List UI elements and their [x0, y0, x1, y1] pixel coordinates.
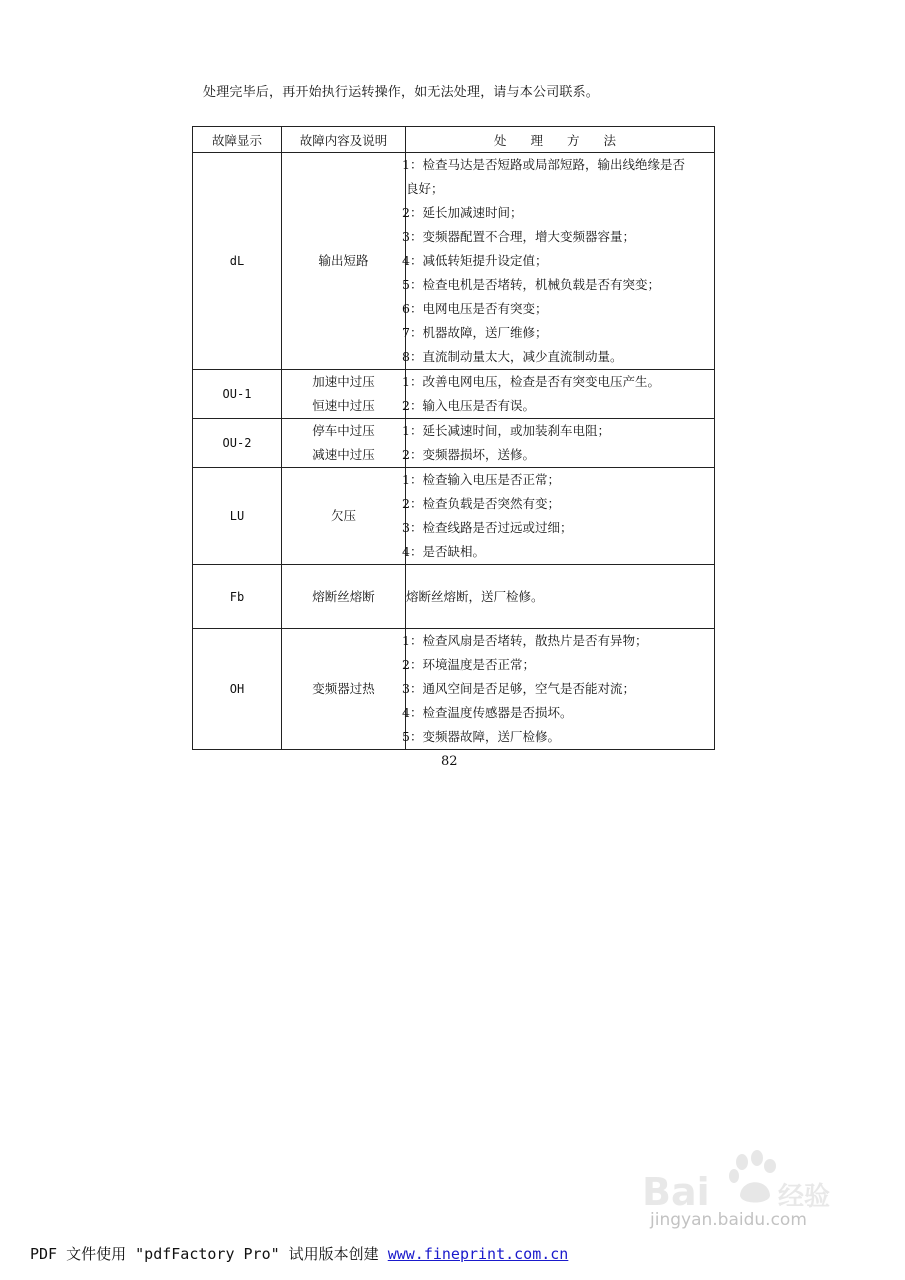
fault-code-cell: Fb — [193, 565, 282, 629]
handling-method-cell — [402, 629, 715, 750]
handling-method-cell — [406, 565, 715, 629]
header-fault-description: 故障内容及说明 — [282, 127, 406, 153]
handling-method-line: 8：直流制动量太大，减少直流制动量。 — [402, 349, 623, 364]
handling-method-line: 3：通风空间是否足够，空气是否能对流； — [402, 681, 635, 696]
handling-method-line: 4：检查温度传感器是否损坏。 — [402, 705, 573, 720]
table-header-row — [193, 127, 715, 153]
page-number: 82 — [441, 754, 458, 769]
fault-description-line: 减速中过压 — [312, 447, 375, 462]
handling-method-line: 1：检查风扇是否堵转，散热片是否有异物； — [402, 633, 648, 648]
handling-method-cell — [402, 468, 715, 565]
handling-method-cell — [402, 370, 715, 419]
table-row — [193, 565, 715, 629]
handling-method-line: 熔断丝熔断，送厂检修。 — [406, 588, 544, 604]
handling-method-line: 2：延长加减速时间； — [402, 205, 523, 220]
table-row — [193, 419, 715, 468]
header-handling-method: 处 理 方 法 — [406, 127, 715, 153]
svg-text:经验: 经验 — [778, 1182, 831, 1212]
handling-method-line: 良好； — [406, 181, 444, 196]
handling-method-line: 2：输入电压是否有误。 — [402, 398, 535, 413]
footer-link[interactable]: www.fineprint.com.cn — [387, 1245, 569, 1263]
fault-code-cell: LU — [193, 468, 282, 565]
fault-description-line: 加速中过压 — [312, 374, 375, 389]
handling-method-line: 1：检查马达是否短路或局部短路，输出线绝缘是否 — [402, 157, 685, 172]
handling-method-line: 6：电网电压是否有突变； — [402, 301, 548, 316]
handling-method-line: 2：检查负载是否突然有变； — [402, 496, 560, 511]
fault-description-line: 欠压 — [330, 508, 356, 523]
header-fault-display: 故障显示 — [193, 127, 282, 153]
fault-code-cell: OU-1 — [193, 370, 282, 419]
handling-method-line: 2：变频器损坏，送修。 — [402, 447, 535, 462]
handling-method-line: 7：机器故障，送厂维修； — [402, 325, 548, 340]
fault-description-cell — [282, 153, 406, 370]
pdf-footer — [30, 1243, 568, 1264]
fault-description-cell — [282, 565, 406, 629]
fault-code-cell: dL — [193, 153, 282, 370]
fault-description-line: 输出短路 — [318, 253, 369, 268]
fault-description-line: 停车中过压 — [312, 423, 375, 438]
fault-code-cell: OU-2 — [193, 419, 282, 468]
table-row — [193, 629, 715, 750]
table-row — [193, 370, 715, 419]
table-row — [193, 153, 715, 370]
handling-method-line: 3：检查线路是否过远或过细； — [402, 520, 573, 535]
fault-description-cell — [282, 419, 406, 468]
fault-description-cell — [282, 468, 406, 565]
handling-method-line: 1：延长减速时间，或加装刹车电阻； — [402, 423, 610, 438]
footer-text: PDF 文件使用 "pdfFactory Pro" 试用版本创建 — [30, 1245, 388, 1263]
handling-method-line: 1：改善电网电压，检查是否有突变电压产生。 — [402, 374, 660, 389]
svg-text:Bai: Bai — [642, 1170, 710, 1214]
fault-code-cell: OH — [193, 629, 282, 750]
fault-description-cell — [282, 370, 406, 419]
baidu-watermark-logo — [640, 1150, 870, 1250]
handling-method-line: 1：检查输入电压是否正常； — [402, 472, 560, 487]
fault-table — [192, 126, 715, 750]
handling-method-line: 4：减低转矩提升设定值； — [402, 253, 548, 268]
handling-method-line: 3：变频器配置不合理，增大变频器容量； — [402, 229, 635, 244]
handling-method-line: 5：检查电机是否堵转，机械负载是否有突变； — [402, 277, 660, 292]
handling-method-cell — [402, 419, 715, 468]
intro-text: 处理完毕后，再开始执行运转操作，如无法处理，请与本公司联系。 — [203, 85, 600, 100]
handling-method-line: 2：环境温度是否正常； — [402, 657, 535, 672]
fault-description-line: 熔断丝熔断 — [312, 588, 375, 604]
handling-method-line: 4：是否缺相。 — [402, 544, 485, 559]
fault-description-line: 变频器过热 — [312, 681, 375, 696]
fault-description-cell — [282, 629, 406, 750]
handling-method-cell — [402, 153, 715, 370]
fault-description-line: 恒速中过压 — [312, 398, 375, 413]
table-row — [193, 468, 715, 565]
watermark-url: jingyan.baidu.com — [650, 1210, 807, 1230]
handling-method-line: 5：变频器故障，送厂检修。 — [402, 729, 560, 744]
